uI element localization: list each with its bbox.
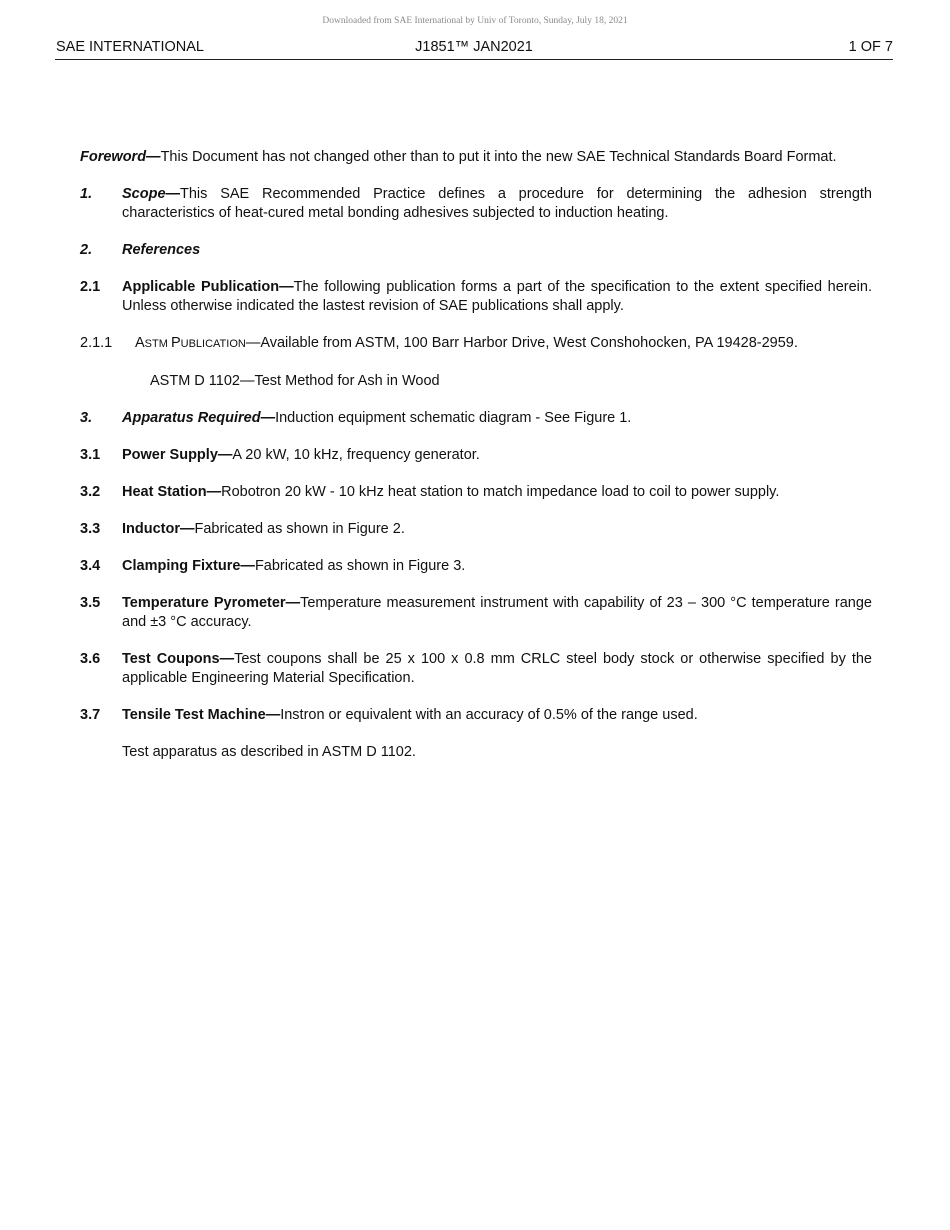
section-3-5-temperature-pyrometer [80, 594, 872, 632]
document-body [80, 148, 872, 780]
section-number: 3.6 [80, 651, 101, 667]
section-number: 3.7 [80, 707, 101, 723]
smallcaps-a: A [135, 335, 145, 351]
smallcaps-ublication: UBLICATION [180, 338, 246, 350]
section-2-1-applicable-publication [80, 278, 872, 316]
section-number: 2.1 [80, 279, 101, 295]
section-number: 1. [80, 186, 93, 202]
section-number: 3.1 [80, 447, 101, 463]
section-3-7-tensile-test-machine [80, 706, 872, 725]
section-title: Scope— [122, 186, 181, 202]
smallcaps-p: P [170, 335, 181, 351]
section-title: Temperature Pyrometer— [122, 595, 301, 611]
section-3-6-test-coupons [80, 650, 872, 688]
section-title: Tensile Test Machine— [122, 707, 281, 723]
section-title: Test Coupons— [122, 651, 235, 667]
section-3-4-clamping-fixture [80, 557, 872, 576]
download-watermark: Downloaded from SAE International by Univ of Toronto, Sunday, July 18, 2021 [322, 16, 628, 26]
section-3-3-inductor [80, 520, 872, 539]
section-title: Apparatus Required— [122, 410, 276, 426]
section-number: 3.3 [80, 521, 101, 537]
section-text: Instron or equivalent with an accuracy of 0.5% of the range used. [280, 707, 698, 723]
section-text: Temperature measurement instrument with capability of 23 – 300 °C temperature range and ±3 °C accuracy. [122, 595, 872, 630]
header-page-number: 1 OF 7 [848, 39, 893, 55]
page-header [55, 39, 893, 60]
section-number: 3.5 [80, 595, 101, 611]
section-text: Fabricated as shown in Figure 2. [194, 521, 405, 537]
section-text: A 20 kW, 10 kHz, frequency generator. [232, 447, 480, 463]
section-title: Power Supply— [122, 447, 233, 463]
section-text: Test coupons shall be 25 x 100 x 0.8 mm CRLC steel body stock or otherwise specified by the applicable Engineering Material Specification. [122, 651, 873, 686]
section-3-7-note: Test apparatus as described in ASTM D 1102. [122, 744, 416, 760]
section-number: 3.4 [80, 558, 101, 574]
section-number: 3.2 [80, 484, 101, 500]
section-title: Inductor— [122, 521, 195, 537]
reference-astm-d1102: ASTM D 1102—Test Method for Ash in Wood [150, 373, 440, 389]
header-organization: SAE INTERNATIONAL [56, 39, 204, 55]
section-3-1-power-supply [80, 446, 872, 465]
foreword-text: This Document has not changed other than to put it into the new SAE Technical Standards Board Format. [160, 149, 837, 165]
section-title: Clamping Fixture— [122, 558, 255, 574]
section-text: Induction equipment schematic diagram - See Figure 1. [275, 410, 632, 426]
section-title: Applicable Publication— [122, 279, 294, 295]
section-text: This SAE Recommended Practice defines a procedure for determining the adhesion strength characteristics of heat-cured metal bonding adhesives subjected to induction heating. [122, 186, 872, 221]
section-text: —Available from ASTM, 100 Barr Harbor Drive, West Conshohocken, PA 19428-2959. [245, 335, 798, 351]
smallcaps-stm: STM [144, 338, 171, 350]
section-number: 2.1.1 [80, 335, 113, 351]
foreword-paragraph [80, 148, 872, 167]
foreword-label: Foreword— [80, 149, 161, 165]
section-2-1-1-astm-publication [80, 334, 872, 354]
section-title: References [122, 242, 201, 258]
section-3-apparatus-required [80, 409, 872, 428]
section-3-2-heat-station [80, 483, 872, 502]
section-number: 2. [80, 242, 93, 258]
section-1-scope [80, 185, 872, 223]
section-title: Heat Station— [122, 484, 222, 500]
section-text: Fabricated as shown in Figure 3. [254, 558, 466, 574]
header-document-id: J1851™ JAN2021 [415, 39, 533, 55]
section-number: 3. [80, 410, 93, 426]
section-2-references [80, 241, 872, 260]
section-text: The following publication forms a part of the specification to the extent specified herein. Unless otherwise indicated the lastest revision of SAE publications shall apply. [122, 279, 873, 314]
section-text: Robotron 20 kW - 10 kHz heat station to match impedance load to coil to power supply. [221, 484, 780, 500]
